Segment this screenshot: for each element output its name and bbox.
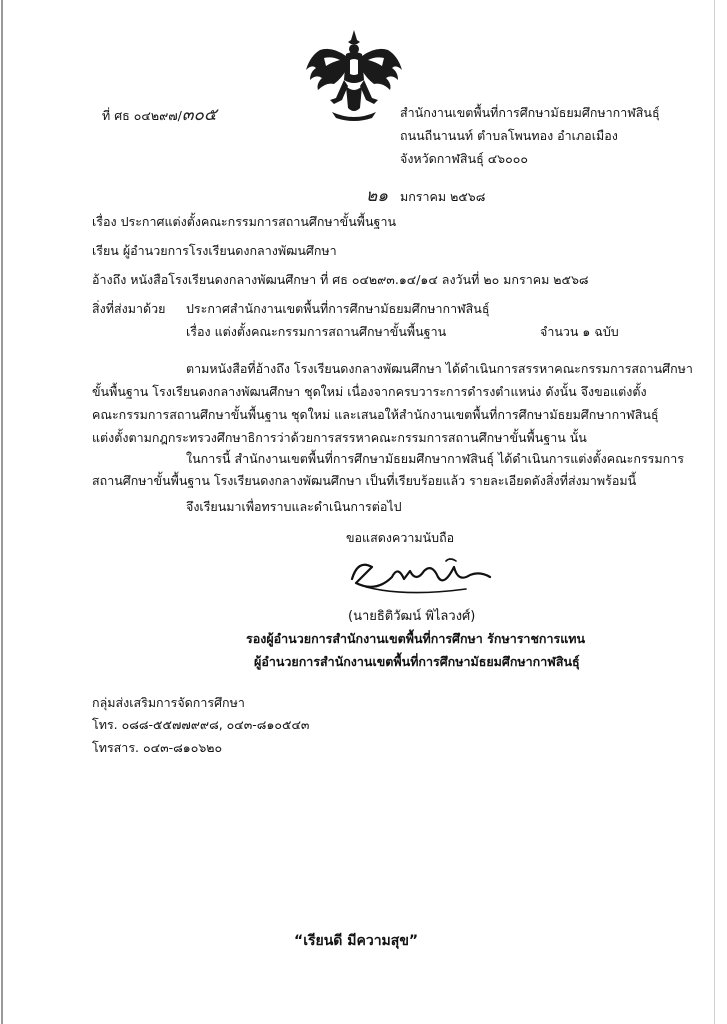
body-line: คณะกรรมการสถานศึกษาขั้นพื้นฐาน ชุดใหม่ และเสนอให้สำนักงานเขตพื้นที่การศึกษามัธยมศึกษากาฬสินธุ์: [92, 407, 659, 422]
enclosure-count: จำนวน ๑ ฉบับ: [540, 324, 619, 339]
reference-line: อ้างถึง หนังสือโรงเรียนดงกลางพัฒนศึกษา ที่ ศธ ๐๔๒๙๓.๑๔/๑๔ ลงวันที่ ๒๐ มกราคม ๒๕๖๘: [92, 272, 589, 287]
office-address-line: ถนนถีนานนท์ ตำบลโพนทอง อำเภอเมือง: [400, 128, 618, 143]
reference-number: [102, 101, 217, 128]
enclosure-line: ประกาศสำนักงานเขตพื้นที่การศึกษามัธยมศึกษากาฬสินธุ์: [186, 301, 490, 316]
scan-edge-right: [714, 0, 715, 1024]
body-line: ตามหนังสือที่อ้างถึง โรงเรียนดงกลางพัฒนศึกษา ได้ดำเนินการสรรหาคณะกรรมการสถานศึกษา: [186, 361, 693, 376]
footer-motto: “เรียนดี มีความสุข”: [294, 933, 419, 949]
body-line: ขั้นพื้นฐาน โรงเรียนดงกลางพัฒนศึกษา ชุดใหม่ เนื่องจากครบวาระการดำรงตำแหน่ง ดังนั้น จึงขอแต่งตั้ง: [92, 384, 647, 399]
reference-number-handwritten: ๓๐๕: [181, 105, 217, 125]
date-month-year: มกราคม ๒๕๖๘: [399, 189, 486, 204]
signatory-title: รองผู้อำนวยการสำนักงานเขตพื้นที่การศึกษา รักษาราชการแทน: [246, 631, 586, 646]
enclosure-label: สิ่งที่ส่งมาด้วย: [92, 301, 166, 316]
handwritten-signature: [346, 553, 496, 604]
reference-number-label: ที่ ศธ ๐๔๒๙๗/: [102, 108, 182, 123]
contact-department: กลุ่มส่งเสริมการจัดการศึกษา: [92, 695, 245, 710]
enclosure-line: เรื่อง แต่งตั้งคณะกรรมการสถานศึกษาขั้นพื้นฐาน: [186, 324, 447, 339]
signatory-name: (นายธิติวัฒน์ พิไลวงศ์): [348, 609, 476, 624]
body-line: ในการนี้ สำนักงานเขตพื้นที่การศึกษามัธยมศึกษากาฬสินธุ์ ได้ดำเนินการแต่งตั้งคณะกรรมการ: [186, 451, 684, 466]
scan-edge-left: [1, 0, 3, 1024]
contact-phone: โทร. ๐๘๘-๕๕๗๗๙๙๘, ๐๔๓-๘๑๐๕๔๓: [92, 717, 310, 732]
letter-date: [366, 182, 485, 209]
signatory-title: ผู้อำนวยการสำนักงานเขตพื้นที่การศึกษามัธยมศึกษากาฬสินธุ์: [254, 654, 580, 669]
contact-fax: โทรสาร. ๐๔๓-๘๑๐๖๒๐: [92, 740, 223, 755]
office-address-line: จังหวัดกาฬสินธุ์ ๔๖๐๐๐: [400, 151, 528, 166]
recipient-line: เรียน ผู้อำนวยการโรงเรียนดงกลางพัฒนศึกษา: [92, 243, 337, 258]
date-day-handwritten: ๒๑: [366, 186, 388, 206]
closing-salutation: ขอแสดงความนับถือ: [346, 530, 455, 545]
garuda-emblem: [302, 28, 406, 124]
closing-request: จึงเรียนมาเพื่อทราบและดำเนินการต่อไป: [186, 499, 402, 514]
body-line: สถานศึกษาขั้นพื้นฐาน โรงเรียนดงกลางพัฒนศึกษา เป็นที่เรียบร้อยแล้ว รายละเอียดดังสิ่งที่ส่งมาพร้อมนี้: [92, 473, 637, 488]
subject-line: เรื่อง ประกาศแต่งตั้งคณะกรรมการสถานศึกษาขั้นพื้นฐาน: [92, 214, 397, 229]
office-address-line: สำนักงานเขตพื้นที่การศึกษามัธยมศึกษากาฬสินธุ์: [400, 105, 660, 120]
body-line: แต่งตั้งตามกฎกระทรวงศึกษาธิการว่าด้วยการสรรหาคณะกรรมการสถานศึกษาขั้นพื้นฐาน นั้น: [92, 430, 587, 445]
